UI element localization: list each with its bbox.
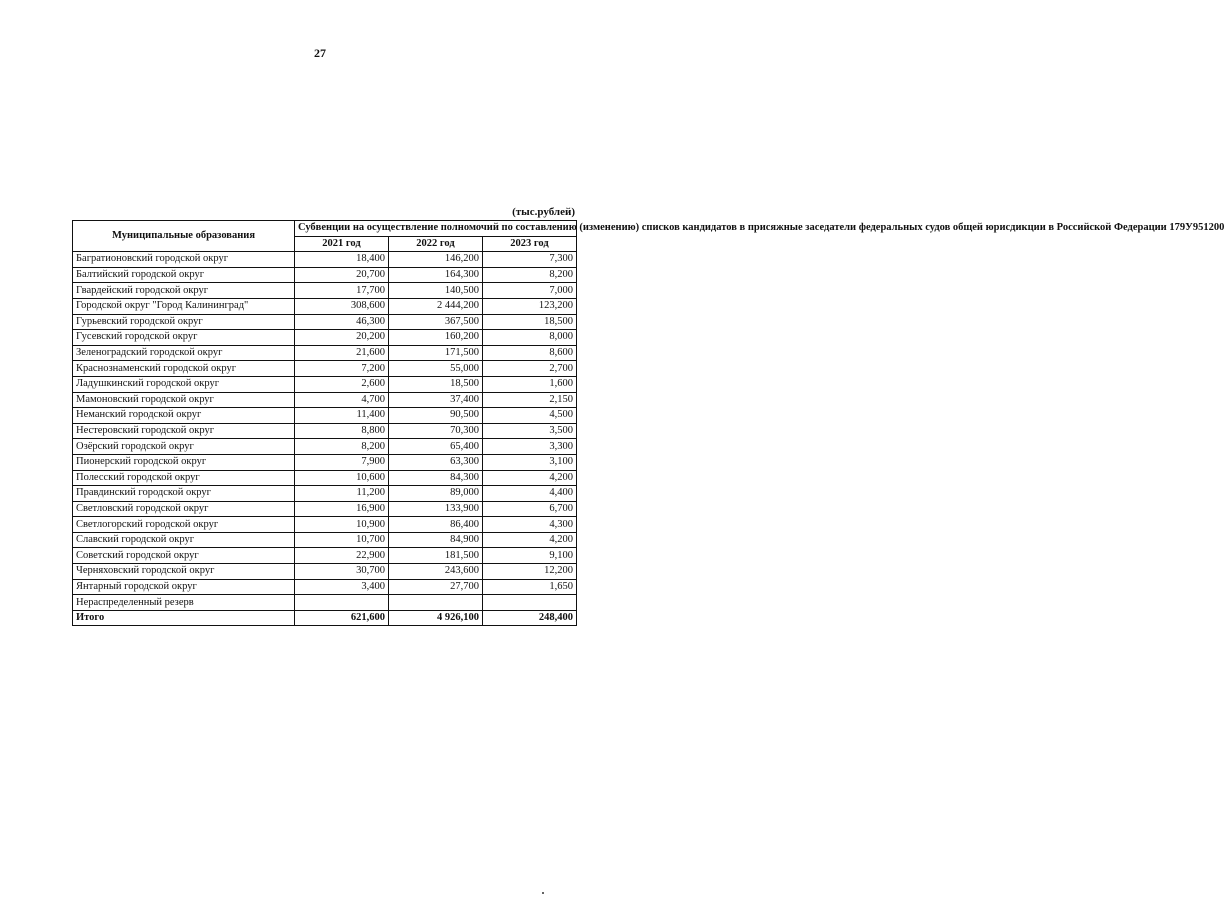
value-2022-cell xyxy=(389,595,483,611)
table-row xyxy=(73,579,577,595)
table-row xyxy=(73,267,577,283)
value-2021-cell: 20,700 xyxy=(295,267,389,283)
value-2023-cell: 3,300 xyxy=(483,439,577,455)
table-row xyxy=(73,423,577,439)
value-2021-cell: 7,200 xyxy=(295,361,389,377)
value-2021-cell: 30,700 xyxy=(295,564,389,580)
value-2023-cell: 3,500 xyxy=(483,423,577,439)
municipality-cell: Гвардейский городской округ xyxy=(73,283,295,299)
municipality-cell: Светлогорский городской округ xyxy=(73,517,295,533)
table-row xyxy=(73,470,577,486)
municipality-cell: Черняховский городской округ xyxy=(73,564,295,580)
table-row xyxy=(73,517,577,533)
value-2022-cell: 55,000 xyxy=(389,361,483,377)
municipality-cell: Гурьевский городской округ xyxy=(73,314,295,330)
year-header-2021: 2021 год xyxy=(295,236,389,252)
value-2021-cell: 4,700 xyxy=(295,392,389,408)
municipality-cell: Багратионовский городской округ xyxy=(73,252,295,268)
table-row xyxy=(73,595,577,611)
value-2021-cell: 10,900 xyxy=(295,517,389,533)
value-2023-cell: 6,700 xyxy=(483,501,577,517)
total-2021-cell: 621,600 xyxy=(295,610,389,626)
value-2021-cell: 22,900 xyxy=(295,548,389,564)
value-2023-cell: 18,500 xyxy=(483,314,577,330)
value-2023-cell: 8,000 xyxy=(483,330,577,346)
table-row xyxy=(73,283,577,299)
value-2022-cell: 18,500 xyxy=(389,376,483,392)
value-2022-cell: 63,300 xyxy=(389,454,483,470)
value-2022-cell: 367,500 xyxy=(389,314,483,330)
value-2022-cell: 2 444,200 xyxy=(389,298,483,314)
value-2021-cell: 18,400 xyxy=(295,252,389,268)
value-2021-cell: 2,600 xyxy=(295,376,389,392)
value-2022-cell: 89,000 xyxy=(389,486,483,502)
municipality-cell: Нераспределенный резерв xyxy=(73,595,295,611)
municipality-cell: Зеленоградский городской округ xyxy=(73,345,295,361)
value-2023-cell: 8,200 xyxy=(483,267,577,283)
value-2023-cell: 1,600 xyxy=(483,376,577,392)
municipality-cell: Славский городской округ xyxy=(73,532,295,548)
total-row xyxy=(73,610,577,626)
value-2023-cell: 4,400 xyxy=(483,486,577,502)
value-2023-cell: 12,200 xyxy=(483,564,577,580)
table-row xyxy=(73,548,577,564)
value-2022-cell: 243,600 xyxy=(389,564,483,580)
table-row xyxy=(73,252,577,268)
value-2021-cell: 308,600 xyxy=(295,298,389,314)
value-2022-cell: 181,500 xyxy=(389,548,483,564)
value-2022-cell: 164,300 xyxy=(389,267,483,283)
table-row xyxy=(73,330,577,346)
municipality-cell: Краснознаменский городской округ xyxy=(73,361,295,377)
municipality-cell: Пионерский городской округ xyxy=(73,454,295,470)
table-body xyxy=(73,252,577,626)
municipality-cell: Городской округ "Город Калининград" xyxy=(73,298,295,314)
value-2023-cell: 123,200 xyxy=(483,298,577,314)
value-2022-cell: 146,200 xyxy=(389,252,483,268)
value-2023-cell xyxy=(483,595,577,611)
page-number: 27 xyxy=(314,46,326,60)
table-row xyxy=(73,314,577,330)
stray-mark xyxy=(542,892,544,894)
value-2023-cell: 7,000 xyxy=(483,283,577,299)
table-row xyxy=(73,454,577,470)
municipality-cell: Нестеровский городской округ xyxy=(73,423,295,439)
value-2021-cell: 8,200 xyxy=(295,439,389,455)
value-2022-cell: 133,900 xyxy=(389,501,483,517)
table-row xyxy=(73,376,577,392)
value-2022-cell: 37,400 xyxy=(389,392,483,408)
municipality-cell: Гусевский городской округ xyxy=(73,330,295,346)
municipality-cell: Ладушкинский городской округ xyxy=(73,376,295,392)
value-2023-cell: 4,200 xyxy=(483,470,577,486)
value-2022-cell: 171,500 xyxy=(389,345,483,361)
municipality-cell: Балтийский городской округ xyxy=(73,267,295,283)
table-row xyxy=(73,392,577,408)
value-2022-cell: 160,200 xyxy=(389,330,483,346)
municipality-cell: Янтарный городской округ xyxy=(73,579,295,595)
column-header-municipality: Муниципальные образования xyxy=(73,221,295,252)
value-2022-cell: 90,500 xyxy=(389,408,483,424)
table-row xyxy=(73,532,577,548)
table-header-row xyxy=(73,221,577,237)
value-2021-cell: 10,600 xyxy=(295,470,389,486)
total-2022-cell: 4 926,100 xyxy=(389,610,483,626)
municipality-cell: Правдинский городской округ xyxy=(73,486,295,502)
value-2022-cell: 65,400 xyxy=(389,439,483,455)
value-2023-cell: 8,600 xyxy=(483,345,577,361)
table-row xyxy=(73,361,577,377)
table-row xyxy=(73,298,577,314)
value-2023-cell: 4,300 xyxy=(483,517,577,533)
value-2023-cell: 9,100 xyxy=(483,548,577,564)
value-2021-cell: 17,700 xyxy=(295,283,389,299)
value-2021-cell: 46,300 xyxy=(295,314,389,330)
value-2023-cell: 2,150 xyxy=(483,392,577,408)
total-label-cell: Итого xyxy=(73,610,295,626)
municipality-cell: Мамоновский городской округ xyxy=(73,392,295,408)
municipality-cell: Неманский городской округ xyxy=(73,408,295,424)
column-header-subvention: Субвенции на осуществление полномочий по составлению (изменению) списков кандидатов в присяжные заседатели федеральных судов общей юрисдикции в Российской Федерации 179У951200 xyxy=(295,221,577,237)
value-2023-cell: 2,700 xyxy=(483,361,577,377)
value-2022-cell: 84,900 xyxy=(389,532,483,548)
value-2021-cell: 8,800 xyxy=(295,423,389,439)
value-2023-cell: 4,500 xyxy=(483,408,577,424)
year-header-2023: 2023 год xyxy=(483,236,577,252)
municipality-cell: Озёрский городской округ xyxy=(73,439,295,455)
value-2021-cell xyxy=(295,595,389,611)
municipality-cell: Светловский городской округ xyxy=(73,501,295,517)
units-label: (тыс.рублей) xyxy=(512,206,575,218)
table-row xyxy=(73,439,577,455)
table-row xyxy=(73,564,577,580)
year-header-2022: 2022 год xyxy=(389,236,483,252)
value-2021-cell: 10,700 xyxy=(295,532,389,548)
value-2022-cell: 84,300 xyxy=(389,470,483,486)
value-2021-cell: 21,600 xyxy=(295,345,389,361)
value-2023-cell: 3,100 xyxy=(483,454,577,470)
value-2022-cell: 140,500 xyxy=(389,283,483,299)
total-2023-cell: 248,400 xyxy=(483,610,577,626)
value-2023-cell: 1,650 xyxy=(483,579,577,595)
value-2022-cell: 86,400 xyxy=(389,517,483,533)
municipality-cell: Советский городской округ xyxy=(73,548,295,564)
table-row xyxy=(73,345,577,361)
municipality-cell: Полесский городской округ xyxy=(73,470,295,486)
value-2021-cell: 16,900 xyxy=(295,501,389,517)
value-2022-cell: 70,300 xyxy=(389,423,483,439)
table-row xyxy=(73,408,577,424)
value-2023-cell: 7,300 xyxy=(483,252,577,268)
subvention-table xyxy=(72,220,1224,626)
value-2021-cell: 7,900 xyxy=(295,454,389,470)
value-2021-cell: 11,400 xyxy=(295,408,389,424)
table-row xyxy=(73,486,577,502)
value-2022-cell: 27,700 xyxy=(389,579,483,595)
value-2023-cell: 4,200 xyxy=(483,532,577,548)
value-2021-cell: 11,200 xyxy=(295,486,389,502)
value-2021-cell: 20,200 xyxy=(295,330,389,346)
value-2021-cell: 3,400 xyxy=(295,579,389,595)
table-row xyxy=(73,501,577,517)
